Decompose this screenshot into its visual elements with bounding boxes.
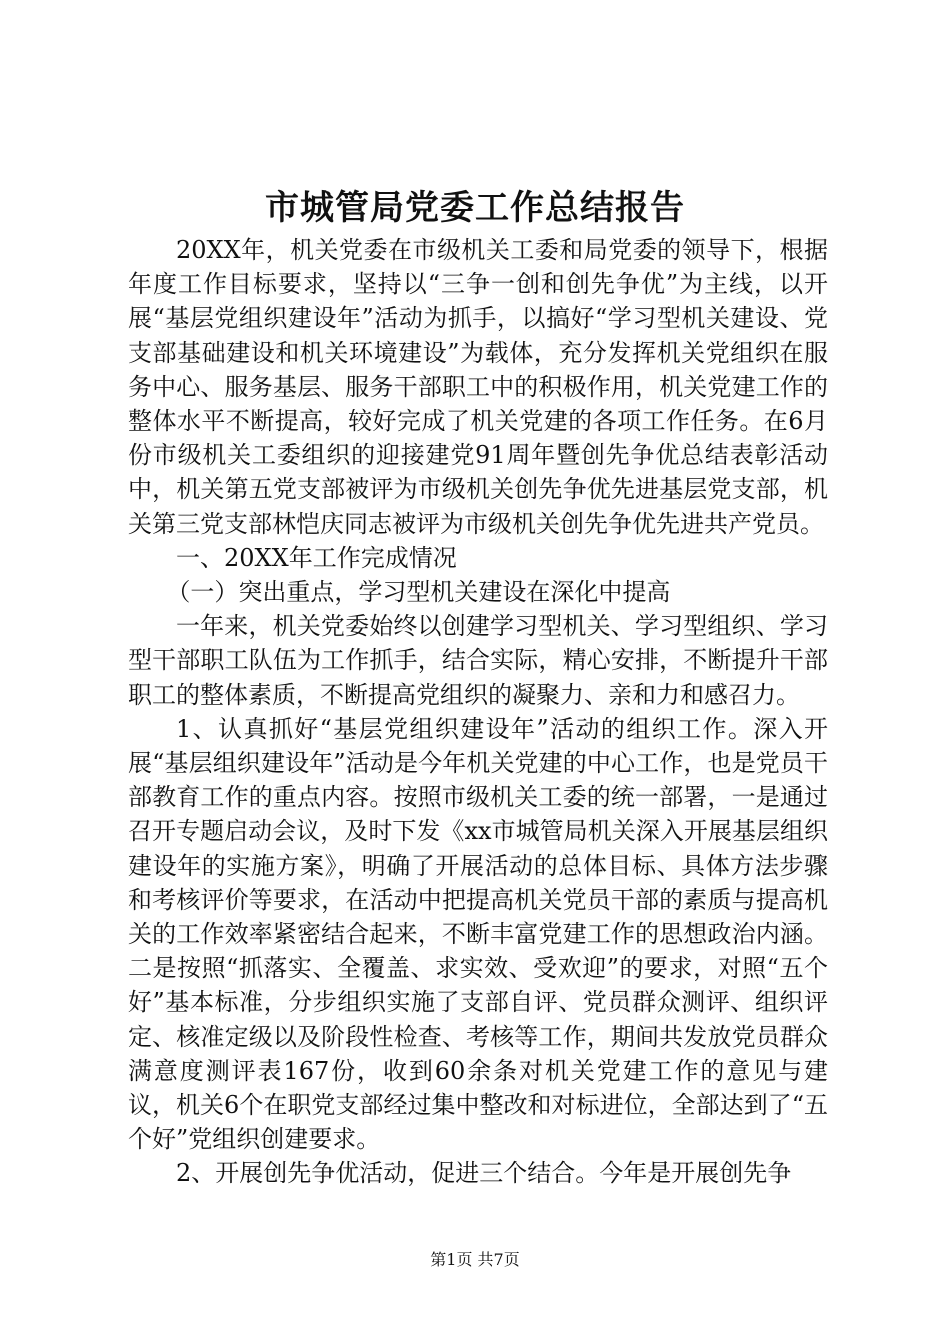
body-paragraph: 2、开展创先争优活动，促进三个结合。今年是开展创先争 xyxy=(176,1159,792,1188)
document-title: 市城管局党委工作总结报告 xyxy=(265,188,685,228)
subsection-heading: （一）突出重点，学习型机关建设在深化中提高 xyxy=(166,578,671,607)
page-footer: 第1页 共7页 xyxy=(430,1250,520,1269)
body-paragraph: 一年来，机关党委始终以创建学习型机关、学习型组织、学习型干部职工队伍为工作抓手，结合实际，精心安排，不断提升干部职工的整体素质，不断提高党组织的凝聚力、亲和力和感召力。 xyxy=(128,612,828,709)
body-paragraph: 1、认真抓好“基层党组织建设年”活动的组织工作。深入开展“基层组织建设年”活动是今年机关党建的中心工作，也是党员干部教育工作的重点内容。按照市级机关工委的统一部署，一是通过召开专题启动会议，及时下发《xx市城管局机关深入开展基层组织建设年的实施方案》，明确了开展活动的总体目标、具体方法步骤和考核评价等要求，在活动中把提高机关党员干部的素质与提高机关的工作效率紧密结合起来，不断丰富党建工作的思想政治内涵。二是按照“抓落实、全覆盖、求实效、受欢迎”的要求，对照“五个好”基本标准，分步组织实施了支部自评、党员群众测评、组织评定、核准定级以及阶段性检查、考核等工作，期间共发放党员群众满意度测评表167份，收到60余条对机关党建工作的意见与建议，机关6个在职党支部经过集中整改和对标进位，全部达到了“五个好”党组织创建要求。 xyxy=(128,714,828,1154)
document-body xyxy=(128,233,828,1191)
section-heading: 一、20XX年工作完成情况 xyxy=(176,543,457,572)
intro-paragraph: 20XX年，机关党委在市级机关工委和局党委的领导下，根据年度工作目标要求，坚持以“三争一创和创先争优”为主线，以开展“基层党组织建设年”活动为抓手，以搞好“学习型机关建设、党支部基础建设和机关环境建设”为载体，充分发挥机关党组织在服务中心、服务基层、服务干部职工中的积极作用，机关党建工作的整体水平不断提高，较好完成了机关党建的各项工作任务。在6月份市级机关工委组织的迎接建党91周年暨创先争优总结表彰活动中，机关第五党支部被评为市级机关创先争优先进基层党支部，机关第三党支部林恺庆同志被评为市级机关创先争优先进共产党员。 xyxy=(128,236,828,538)
